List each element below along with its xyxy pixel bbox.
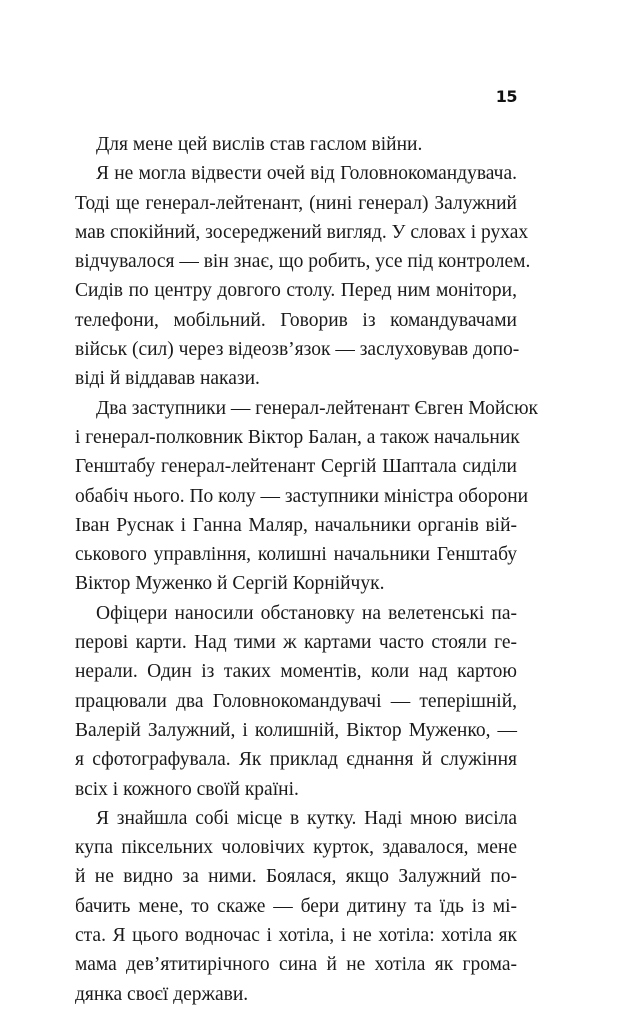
text-line: Іван Руснак і Ганна Маляр, начальники органів вій- xyxy=(75,514,517,536)
text-line: відчувалося — він знає, що робить, усе під контролем. xyxy=(75,251,531,273)
text-line: Я знайшла собі місце в кутку. Наді мною висіла xyxy=(96,807,517,829)
paragraph xyxy=(75,159,531,393)
text-line: Тоді ще генерал-лейтенант, (нині генерал) Залужний xyxy=(75,192,517,214)
text-line: ськового управління, колишні начальники Генштабу xyxy=(75,544,517,566)
text-line: військ (сил) через відеозв’язок — заслуховував допо- xyxy=(75,339,520,361)
text-line: телефони, мобільний. Говорив із командувачами xyxy=(75,309,517,331)
text-line: Для мене цей вислів став гаслом війни. xyxy=(96,134,423,155)
text-line: Офіцери наносили обстановку на велетенські па- xyxy=(96,602,517,624)
text-line: Два заступники — генерал-лейтенант Євген Мойсюк xyxy=(96,397,539,419)
text-line: й не видно за ними. Боялася, якщо Залужний по- xyxy=(75,866,517,888)
paragraph xyxy=(75,394,539,599)
text-line: бачить мене, то скаже — бери дитину та їдь із мі- xyxy=(75,895,517,917)
text-line: Віктор Муженко й Сергій Корнійчук. xyxy=(75,573,385,595)
text-line: Я не могла відвести очей від Головнокомандувача. xyxy=(96,163,517,185)
text-line: мама дев’ятитирічного сина й не хотіла як грома- xyxy=(75,954,517,976)
text-line: перові карти. Над тими ж картами часто стояли ге- xyxy=(75,632,517,654)
text-line: Генштабу генерал-лейтенант Сергій Шаптала сиділи xyxy=(75,456,517,478)
text-line: віді й віддавав накази. xyxy=(75,368,260,390)
paragraph xyxy=(75,804,517,1009)
text-line: нерали. Один із таких моментів, коли над картою xyxy=(75,661,517,683)
text-line: ста. Я цього водночас і хотіла, і не хотіла: хотіла як xyxy=(75,925,517,947)
text-line: працювали два Головнокомандувачі — теперішній, xyxy=(75,690,517,712)
text-line: всіх і кожного своїй країні. xyxy=(75,778,299,800)
text-line: і генерал-полковник Віктор Балан, а також начальник xyxy=(75,426,520,448)
text-line: Сидів по центру довгого столу. Перед ним монітори, xyxy=(75,280,517,302)
text-line: мав спокійний, зосереджений вигляд. У словах і рухах xyxy=(75,221,529,243)
text-line: я сфотографувала. Як приклад єднання й служіння xyxy=(75,749,517,771)
page-number: 15 xyxy=(495,87,517,106)
paragraph xyxy=(75,130,517,159)
text-line: Валерій Залужний, і колишній, Віктор Муженко, — xyxy=(75,719,517,741)
paragraph xyxy=(75,599,517,804)
text-line: купа піксельних чоловічих курток, здавалося, мене xyxy=(75,837,517,859)
text-line: дянка своєї держави. xyxy=(75,983,249,1005)
body-text xyxy=(75,130,539,1009)
text-line: обабіч нього. По колу — заступники міністра оборони xyxy=(75,485,529,507)
